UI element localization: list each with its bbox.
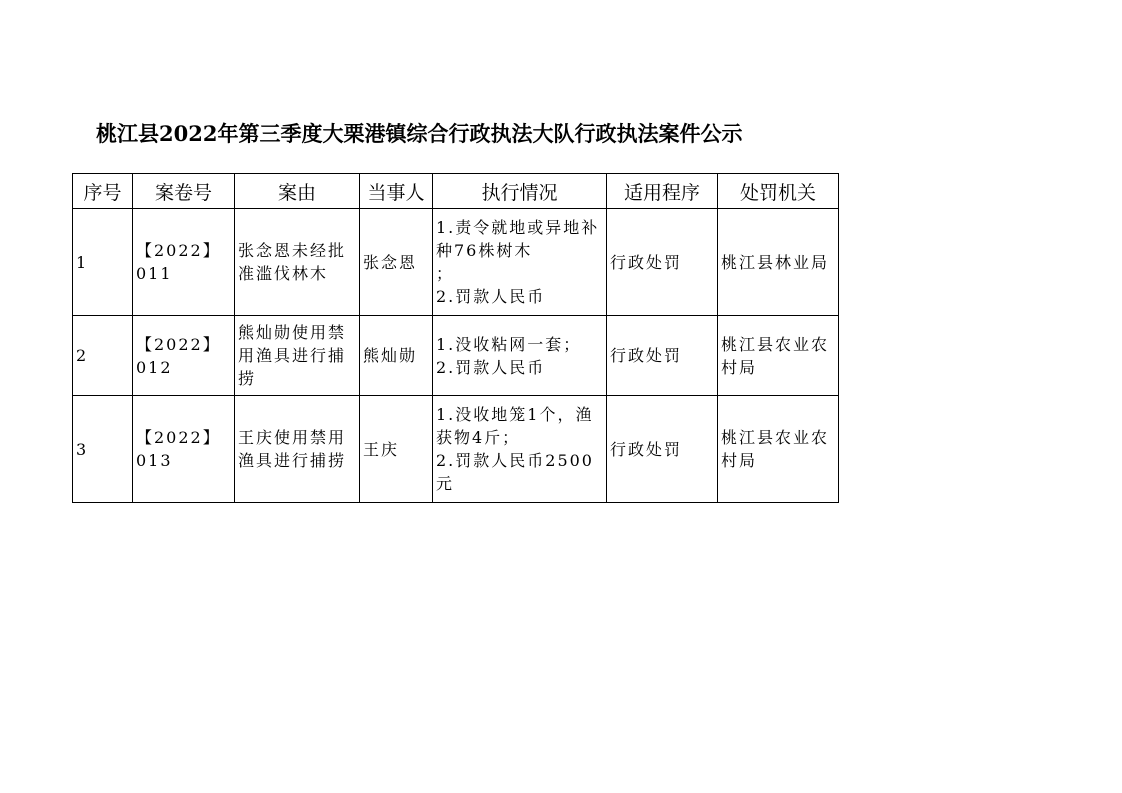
case-number-num: 013: [136, 451, 173, 470]
cell-authority: 桃江县林业局: [718, 209, 839, 316]
execution-line: 1.没收粘网一套；: [436, 334, 582, 354]
page-title: 桃江县2022年第三季度大栗港镇综合行政执法大队行政执法案件公示: [96, 121, 743, 146]
case-table: [72, 173, 839, 503]
header-party: 当事人: [360, 174, 433, 209]
cell-authority: 桃江县农业农村局: [718, 316, 839, 396]
cell-party: 熊灿勋: [360, 316, 433, 396]
table-row: [73, 396, 839, 503]
cell-serial: 1: [73, 209, 133, 316]
cell-case-number: [133, 316, 235, 396]
cell-procedure: 行政处罚: [607, 316, 718, 396]
cell-cause: 张念恩未经批准滥伐林木: [235, 209, 360, 316]
header-procedure: 适用程序: [607, 174, 718, 209]
execution-line: 1.没收地笼1个，渔获物4斤；: [436, 405, 594, 447]
header-execution: 执行情况: [433, 174, 607, 209]
execution-line: 2.罚款人民币: [436, 287, 546, 306]
header-cause: 案由: [235, 174, 360, 209]
execution-line: 2.罚款人民币: [436, 357, 546, 377]
header-case-number: 案卷号: [133, 174, 235, 209]
cell-procedure: 行政处罚: [607, 209, 718, 316]
cell-party: 王庆: [360, 396, 433, 503]
cell-execution: [433, 396, 607, 503]
execution-line: 1.责令就地或异地补种76株树木 ；: [436, 218, 623, 283]
table-row: [73, 209, 839, 316]
cell-procedure: 行政处罚: [607, 396, 718, 503]
table-row: [73, 316, 839, 396]
table-header-row: [73, 174, 839, 209]
cell-cause: 熊灿勋使用禁用渔具进行捕捞: [235, 316, 360, 396]
case-number-num: 011: [136, 264, 173, 283]
cell-serial: 3: [73, 396, 133, 503]
case-number-year: 【2022】: [136, 428, 221, 447]
case-number-num: 012: [136, 357, 173, 377]
cell-execution: [433, 316, 607, 396]
cell-case-number: [133, 396, 235, 503]
header-authority: 处罚机关: [718, 174, 839, 209]
cell-execution: [433, 209, 623, 316]
cell-party: 张念恩: [360, 209, 433, 316]
cell-authority: 桃江县农业农村局: [718, 396, 839, 503]
cell-case-number: [133, 209, 235, 316]
header-serial: 序号: [73, 174, 133, 209]
case-number-year: 【2022】: [136, 334, 221, 354]
cell-cause: 王庆使用禁用渔具进行捕捞: [235, 396, 360, 503]
case-number-year: 【2022】: [136, 241, 221, 260]
cell-serial: 2: [73, 316, 133, 396]
execution-line: 2.罚款人民币2500元: [436, 451, 594, 493]
